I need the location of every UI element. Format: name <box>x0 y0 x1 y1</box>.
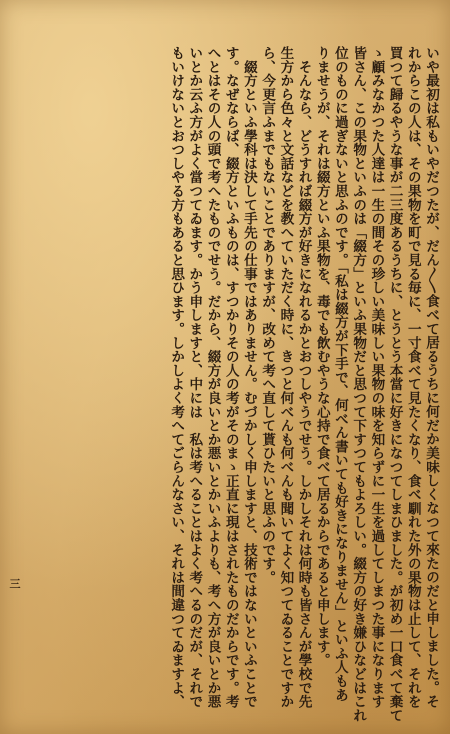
text-line: もいけないとおつしやる方もあると思ひます。しかしよく考へてごらんなさい、それは間違つてゐますよ、 <box>168 46 185 709</box>
text-line: れからこの人は、その果物を町で見る毎に、一寸食べて見たくなり、食べ馴れた外の果物は止して、それを <box>404 46 421 709</box>
text-line: 位のものに過ぎないと思ふのです。「私は綴方が下手で、何べん書いても好きになりません」といふ人もあ <box>331 46 348 702</box>
text-line: 皆さん、この果物といふのは「綴方」といふ果物だと思つて下すつてもよろしい。綴方の好き嫌ひなどはこれ <box>350 46 367 723</box>
text-line: す。なぜならば、綴方といふものは、すつかりその人の考がそのまゝ正直に現はされたものだからです。考 <box>222 46 239 709</box>
text-line: いとか云ふ方がよく當つてゐます。かう申しますと、中には 私は考へることはよく考へるのだが、それで <box>186 46 203 709</box>
text-line: そんなら、どうすれば綴方が好きになれるかとおつしやうでせう。しかしそれは何時も皆さんが學校で先 <box>295 46 312 709</box>
page-number: 三 <box>8 578 21 589</box>
text-line: 生方から色々と文話などを教へていただく時に、きつと何べんも何べんも聞いてよく知つてゐることですか <box>277 46 294 709</box>
text-line: ゝ顧みなかつた人達は一生の間その珍しい美味しい果物の味を知らずに一生を過してしまつた事になります <box>368 46 385 709</box>
text-line: 綴方といふ學科は決して手先の仕事ではありません。むづかしく申しますと、技術ではないといふことで <box>240 46 257 709</box>
text-line: 買つて歸るやうな事が二三度あるうちに、とうとう本當に好きになつてしまひました。が初め一口食べて棄て <box>386 46 403 723</box>
text-line: いや最初は私もいやだつたが、だん〳〵食べて居るうちに何だか美味しくなつて來たのだと申しました。そ <box>423 46 439 709</box>
text-line: へとはその人の頭で考へたものでせう。だから、綴方が良いとか悪いとかいふよりも、考へ方が良いとか悪 <box>204 46 221 709</box>
body-text <box>167 46 440 723</box>
text-line: りませうが、それは綴方といふ果物を、毒でも飲むやうな心持で食べて居るからであると申します。 <box>313 46 330 667</box>
text-line: ら、今更言ふまでもないことでありますが、改めて考へ直して貰ひたいと思ふのです。 <box>259 46 276 585</box>
